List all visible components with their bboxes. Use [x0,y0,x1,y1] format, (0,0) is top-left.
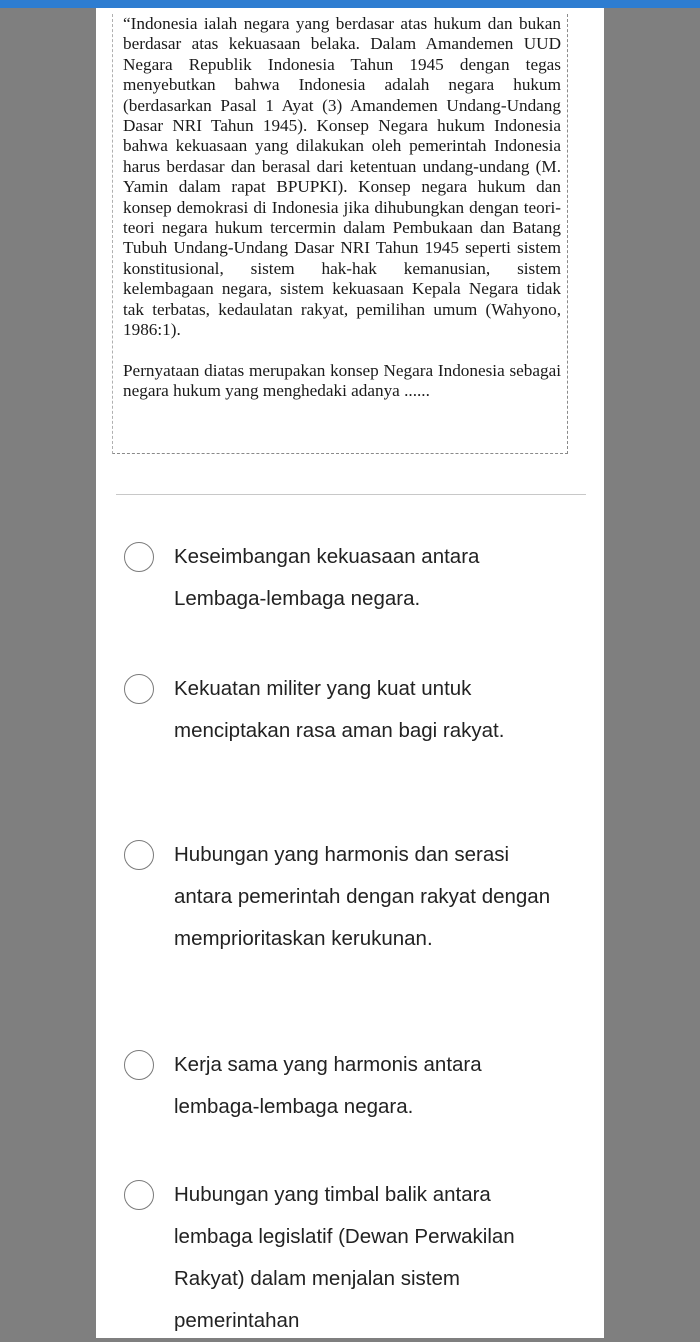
radio-button[interactable] [124,840,154,870]
answer-option-label: Hubungan yang timbal balik antara lembaga legislatif (Dewan Perwakilan Rakyat) dalam menjalan sistem pemerintahan [174,1183,515,1332]
question-passage-image [112,14,568,454]
radio-button[interactable] [124,674,154,704]
answer-option-label: Keseimbangan kekuasaan antara Lembaga-lembaga negara. [174,545,480,610]
top-accent-bar [0,0,700,8]
answer-option-label: Kerja sama yang harmonis antara lembaga-lembaga negara. [174,1053,482,1118]
passage-paragraph: “Indonesia ialah negara yang berdasar atas hukum dan bukan berdasar atas kekuasaan belaka. Dalam Amandemen UUD Negara Republik Indonesia Tahun 1945 dengan tegas menyebutkan bahwa Indonesia adalah negara hukum (berdasarkan Pasal 1 Ayat (3) Amandemen Undang-Undang Dasar NRI Tahun 1945). Konsep Negara hukum Indonesia bahwa kekuasaan yang dilakukan oleh pemerintah Indonesia harus berdasar dan berasal dari ketentuan undang-undang (M. Yamin dalam rapat BPUPKI). Konsep negara hukum dan konsep demokrasi di Indonesia jika dihubungkan dengan teori-teori negara hukum tercermin dalam Pembukaan dan Batang Tubuh Undang-Undang Dasar NRI Tahun 1945 seperti sistem konstitusional, sistem hak-hak kemanusian, sistem kelembagaan negara, sistem kekuasaan Kepala Negara tidak tak terbatas, kedaulatan rakyat, pemilihan umum (Wahyono, 1986:1). [123,14,561,340]
answer-option-label: Kekuatan militer yang kuat untuk menciptakan rasa aman bagi rakyat. [174,677,505,742]
radio-button[interactable] [124,1180,154,1210]
question-prompt: Pernyataan diatas merupakan konsep Negara Indonesia sebagai negara hukum yang menghedaki adanya ...... [123,360,561,400]
answer-option-label: Hubungan yang harmonis dan serasi antara pemerintah dengan rakyat dengan memprioritaskan kerukunan. [174,843,551,950]
question-card [96,8,604,1338]
radio-button[interactable] [124,542,154,572]
radio-button[interactable] [124,1050,154,1080]
divider [116,494,586,495]
